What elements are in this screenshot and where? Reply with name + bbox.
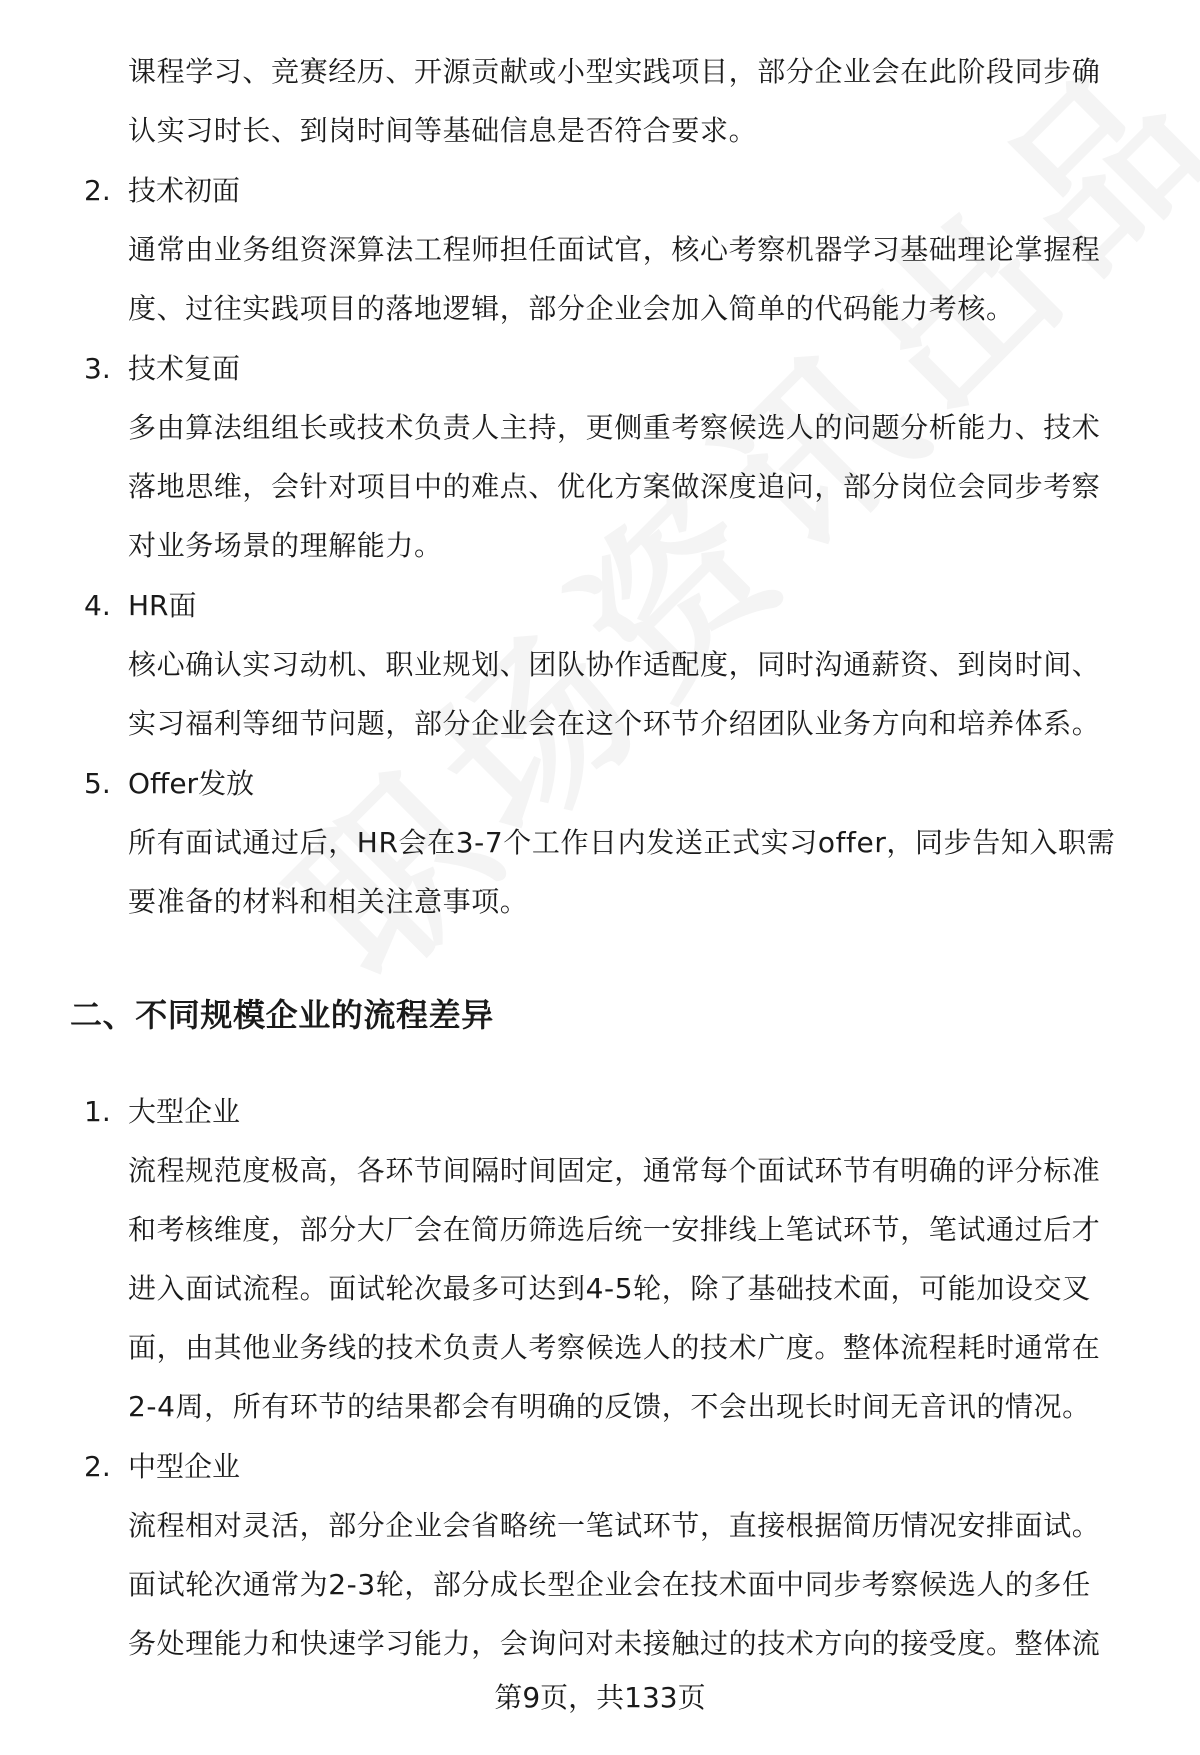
body-line: 2-4周，所有环节的结果都会有明确的反馈，不会出现长时间无音讯的情况。 — [128, 1390, 1091, 1423]
body-line: 核心确认实习动机、职业规划、团队协作适配度，同时沟通薪资、到岗时间、 — [128, 648, 1101, 681]
body-line: 落地思维，会针对项目中的难点、优化方案做深度追问，部分岗位会同步考察 — [128, 470, 1101, 503]
list-item-number: 2. — [84, 1450, 111, 1483]
list-item-heading — [84, 586, 197, 626]
list-item-heading — [84, 349, 240, 389]
page-footer: 第9页，共133页 — [494, 1681, 706, 1714]
body-line: 度、过往实践项目的落地逻辑，部分企业会加入简单的代码能力考核。 — [128, 292, 1015, 325]
list-item-number: 3. — [84, 352, 111, 385]
list-item-title: 中型企业 — [128, 1450, 241, 1483]
list-item-title: 大型企业 — [128, 1095, 241, 1128]
body-line: 实习福利等细节问题，部分企业会在这个环节介绍团队业务方向和培养体系。 — [128, 707, 1101, 740]
list-item-heading — [84, 764, 254, 804]
list-item-number: 2. — [84, 174, 111, 207]
body-line: 对业务场景的理解能力。 — [128, 529, 443, 562]
body-line: 多由算法组组长或技术负责人主持，更侧重考察候选人的问题分析能力、技术 — [128, 411, 1101, 444]
body-line: 面试轮次通常为2-3轮，部分成长型企业会在技术面中同步考察候选人的多任 — [128, 1568, 1091, 1601]
body-line: 进入面试流程。面试轮次最多可达到4-5轮，除了基础技术面，可能加设交叉 — [128, 1272, 1091, 1305]
list-item-heading — [84, 1447, 240, 1487]
list-item-title: 技术初面 — [128, 174, 241, 207]
body-line: 面，由其他业务线的技术负责人考察候选人的技术广度。整体流程耗时通常在 — [128, 1331, 1101, 1364]
list-item-number: 4. — [84, 589, 111, 622]
list-item-title: Offer发放 — [128, 767, 255, 800]
list-item-title: 技术复面 — [128, 352, 241, 385]
list-item-title: HR面 — [128, 589, 197, 622]
body-line: 课程学习、竞赛经历、开源贡献或小型实践项目，部分企业会在此阶段同步确 — [128, 55, 1101, 88]
section-heading: 二、不同规模企业的流程差异 — [70, 996, 494, 1034]
watermark — [230, 0, 1200, 1022]
body-line: 通常由业务组资深算法工程师担任面试官，核心考察机器学习基础理论掌握程 — [128, 233, 1101, 266]
list-item-heading — [84, 171, 240, 211]
body-line: 认实习时长、到岗时间等基础信息是否符合要求。 — [128, 114, 758, 147]
body-line: 流程规范度极高，各环节间隔时间固定，通常每个面试环节有明确的评分标准 — [128, 1154, 1101, 1187]
body-line: 和考核维度，部分大厂会在简历筛选后统一安排线上笔试环节，笔试通过后才 — [128, 1213, 1101, 1246]
body-line: 流程相对灵活，部分企业会省略统一笔试环节，直接根据简历情况安排面试。 — [128, 1509, 1101, 1542]
body-line: 要准备的材料和相关注意事项。 — [128, 885, 529, 918]
list-item-number: 1. — [84, 1095, 111, 1128]
body-line: 所有面试通过后，HR会在3-7个工作日内发送正式实习offer，同步告知入职需 — [128, 826, 1116, 859]
body-line: 务处理能力和快速学习能力，会询问对未接触过的技术方向的接受度。整体流 — [128, 1627, 1101, 1660]
list-item-number: 5. — [84, 767, 111, 800]
list-item-heading — [84, 1092, 240, 1132]
